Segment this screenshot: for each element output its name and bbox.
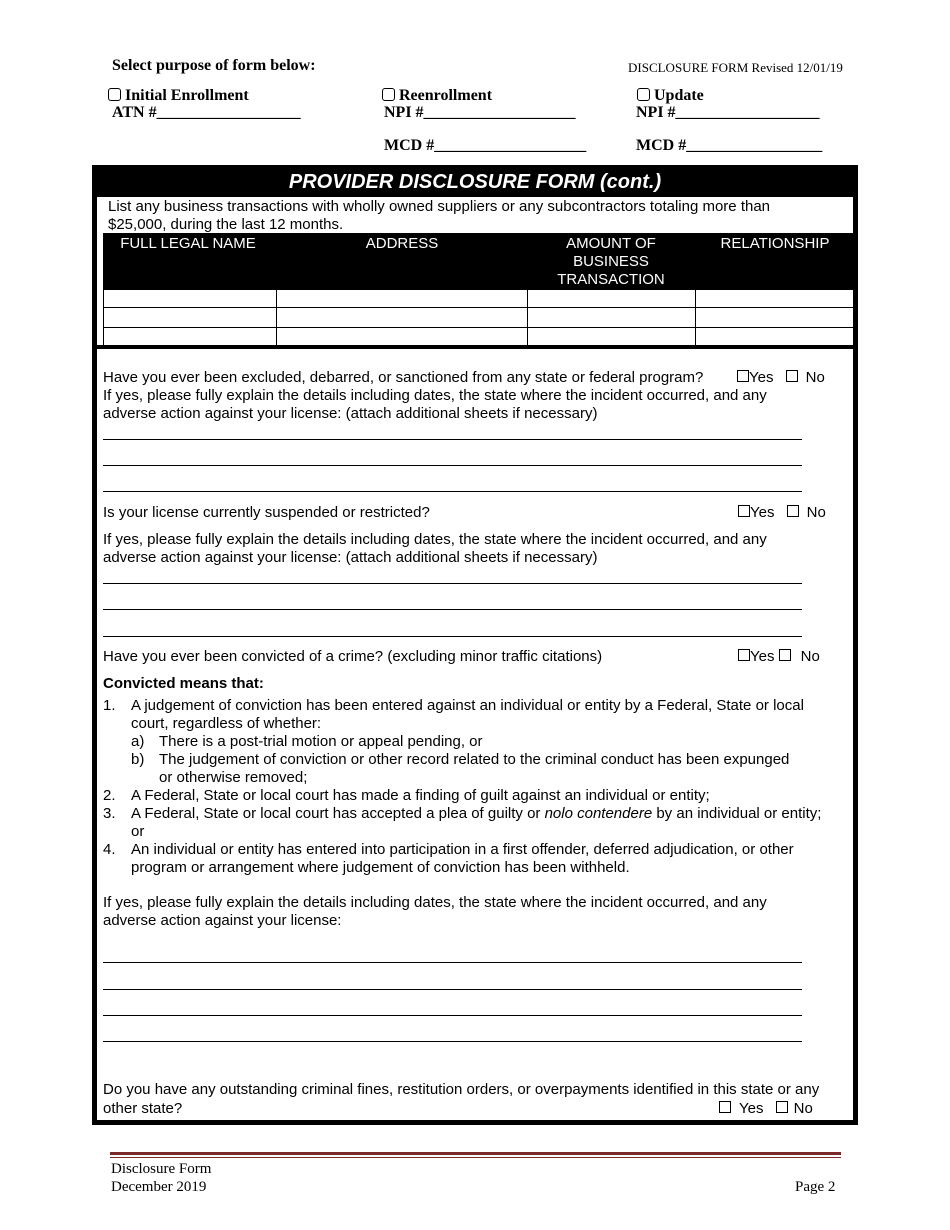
table-cell[interactable]: [104, 289, 277, 308]
q2-question: Is your license currently suspended or restricted?: [103, 504, 430, 521]
col-address: ADDRESS: [365, 235, 439, 252]
q3-explain-1: If yes, please fully explain the details including dates, the state where the incident occurred, and any: [103, 894, 767, 911]
option-reenrollment[interactable]: [382, 87, 492, 105]
table-cell[interactable]: [696, 289, 855, 308]
initial-enrollment-label: Initial Enrollment: [125, 87, 249, 104]
item1-line-2: court, regardless of whether:: [131, 715, 322, 732]
q1-no-checkbox[interactable]: [786, 370, 798, 382]
transactions-table-header: [103, 233, 855, 290]
list-number: 3.: [103, 805, 116, 822]
q2-answer-line[interactable]: [103, 583, 802, 584]
table-row: [104, 289, 855, 308]
transactions-table: [103, 288, 855, 347]
q4-question-1: Do you have any outstanding criminal fines, restitution orders, or overpayments identified in this state or any: [103, 1081, 820, 1098]
q2-no-checkbox[interactable]: [787, 505, 799, 517]
update-npi-field[interactable]: NPI #__________________: [636, 104, 820, 121]
select-purpose-label: Select purpose of form below:: [112, 57, 316, 74]
q4-question-2: other state?: [103, 1100, 183, 1117]
q4-yes-label: Yes: [739, 1100, 764, 1117]
q2-explain-1: If yes, please fully explain the details including dates, the state where the incident occurred, and any: [103, 531, 767, 548]
footer-date: December 2019: [111, 1179, 207, 1195]
item3-line-1: [131, 805, 821, 823]
reenroll-mcd-field[interactable]: MCD #___________________: [384, 137, 587, 154]
option-initial-enrollment[interactable]: [108, 87, 249, 105]
convicted-list: [103, 697, 853, 877]
q4-yes-checkbox[interactable]: [719, 1101, 731, 1113]
table-cell[interactable]: [277, 289, 528, 308]
item3-line-2: or: [131, 823, 145, 840]
q1-explain-1: If yes, please fully explain the details including dates, the state where the incident occurred, and any: [103, 387, 767, 404]
q2-yes-checkbox[interactable]: [738, 505, 750, 517]
sub-b-line-1: The judgement of conviction or other record related to the criminal conduct has been expunged: [159, 751, 790, 768]
list-number: 1.: [103, 697, 116, 714]
col-amount-line-1: AMOUNT OF: [566, 235, 656, 252]
q1-yes-no: [737, 369, 825, 386]
table-cell[interactable]: [528, 308, 696, 327]
table-cell[interactable]: [277, 308, 528, 327]
table-cell[interactable]: [104, 327, 277, 346]
q4-no-checkbox[interactable]: [776, 1101, 788, 1113]
list-item: [103, 787, 853, 805]
table-cell[interactable]: [528, 289, 696, 308]
q4-yes-no: [719, 1100, 813, 1117]
footer-page-number: Page 2: [795, 1179, 836, 1195]
q2-explain-2: adverse action against your license: (attach additional sheets if necessary): [103, 549, 598, 566]
reenrollment-label: Reenrollment: [399, 87, 493, 104]
intro-line-2: $25,000, during the last 12 months.: [108, 216, 344, 233]
q1-answer-line[interactable]: [103, 465, 802, 466]
footer-form-name: Disclosure Form: [111, 1161, 212, 1177]
table-row: [104, 308, 855, 327]
q3-answer-line[interactable]: [103, 989, 802, 990]
update-label: Update: [654, 87, 704, 104]
intro-line-1: List any business transactions with wholly owned suppliers or any subcontractors totaling more than: [108, 198, 771, 215]
item2-text: A Federal, State or local court has made a finding of guilt against an individual or entity;: [131, 787, 710, 804]
item4-line-2: program or arrangement where judgement of conviction has been withheld.: [131, 859, 630, 876]
q2-answer-line[interactable]: [103, 636, 802, 637]
footer-rule: [110, 1152, 841, 1155]
sub-b-line-2: or otherwise removed;: [159, 769, 308, 786]
q3-explain-2: adverse action against your license:: [103, 912, 342, 929]
q3-yes-no: [738, 648, 820, 665]
q3-answer-line[interactable]: [103, 1041, 802, 1042]
sub-a-text: There is a post-trial motion or appeal pending, or: [159, 733, 483, 750]
q1-yes-label: Yes: [749, 369, 774, 386]
table-row: [104, 327, 855, 346]
q3-question: Have you ever been convicted of a crime? (excluding minor traffic citations): [103, 648, 603, 665]
initial-enrollment-checkbox[interactable]: [108, 88, 121, 101]
col-amount-line-3: TRANSACTION: [557, 271, 665, 288]
q4-no-label: No: [793, 1100, 813, 1117]
convicted-heading: Convicted means that:: [103, 675, 264, 692]
q2-answer-line[interactable]: [103, 609, 802, 610]
q1-answer-line[interactable]: [103, 491, 802, 492]
list-item: [103, 751, 853, 787]
reenroll-npi-field[interactable]: NPI #___________________: [384, 104, 576, 121]
q1-explain-2: adverse action against your license: (attach additional sheets if necessary): [103, 405, 598, 422]
q3-yes-checkbox[interactable]: [738, 649, 750, 661]
item4-line-1: An individual or entity has entered into participation in a first offender, deferred adjudication, or other: [131, 841, 794, 858]
list-item: [103, 697, 853, 733]
list-item: [103, 733, 853, 751]
q3-no-checkbox[interactable]: [779, 649, 791, 661]
q2-no-label: No: [806, 504, 826, 521]
atn-field[interactable]: ATN #__________________: [112, 104, 301, 121]
item3-italic: nolo contendere: [544, 805, 653, 822]
transactions-intro: [103, 198, 853, 234]
q3-answer-line[interactable]: [103, 962, 802, 963]
footer-rule-thin: [110, 1157, 841, 1158]
table-cell[interactable]: [696, 308, 855, 327]
table-cell[interactable]: [696, 327, 855, 346]
list-item: [103, 841, 853, 877]
q1-no-label: No: [805, 369, 825, 386]
q1-answer-line[interactable]: [103, 439, 802, 440]
q2-yes-no: [738, 504, 826, 521]
table-divider: [97, 345, 854, 349]
reenrollment-checkbox[interactable]: [382, 88, 395, 101]
list-number: 2.: [103, 787, 116, 804]
form-title: PROVIDER DISCLOSURE FORM (cont.): [92, 165, 858, 197]
q3-no-label: No: [800, 648, 820, 665]
q3-answer-line[interactable]: [103, 1015, 802, 1016]
col-amount-line-2: BUSINESS: [573, 253, 649, 270]
col-amount: [527, 235, 695, 289]
q3-yes-label: Yes: [750, 648, 775, 665]
table-cell[interactable]: [104, 308, 277, 327]
sub-label: b): [131, 751, 145, 768]
col-relationship: RELATIONSHIP: [720, 235, 830, 252]
table-cell[interactable]: [528, 327, 696, 346]
list-item: [103, 805, 853, 841]
col-full-legal-name: FULL LEGAL NAME: [120, 235, 256, 252]
list-number: 4.: [103, 841, 116, 858]
item1-line-1: A judgement of conviction has been entered against an individual or entity by a Federal, State or local: [131, 697, 804, 714]
sub-label: a): [131, 733, 145, 750]
revision-label: DISCLOSURE FORM Revised 12/01/19: [628, 60, 843, 75]
option-update[interactable]: [637, 87, 704, 105]
item3-post: by an individual or entity;: [652, 805, 822, 822]
q2-yes-label: Yes: [750, 504, 775, 521]
update-checkbox[interactable]: [637, 88, 650, 101]
item3-pre: A Federal, State or local court has accepted a plea of guilty or: [131, 805, 545, 822]
q1-question: Have you ever been excluded, debarred, or sanctioned from any state or federal program?: [103, 369, 704, 386]
q1-yes-checkbox[interactable]: [737, 370, 749, 382]
update-mcd-field[interactable]: MCD #_________________: [636, 137, 823, 154]
table-cell[interactable]: [277, 327, 528, 346]
